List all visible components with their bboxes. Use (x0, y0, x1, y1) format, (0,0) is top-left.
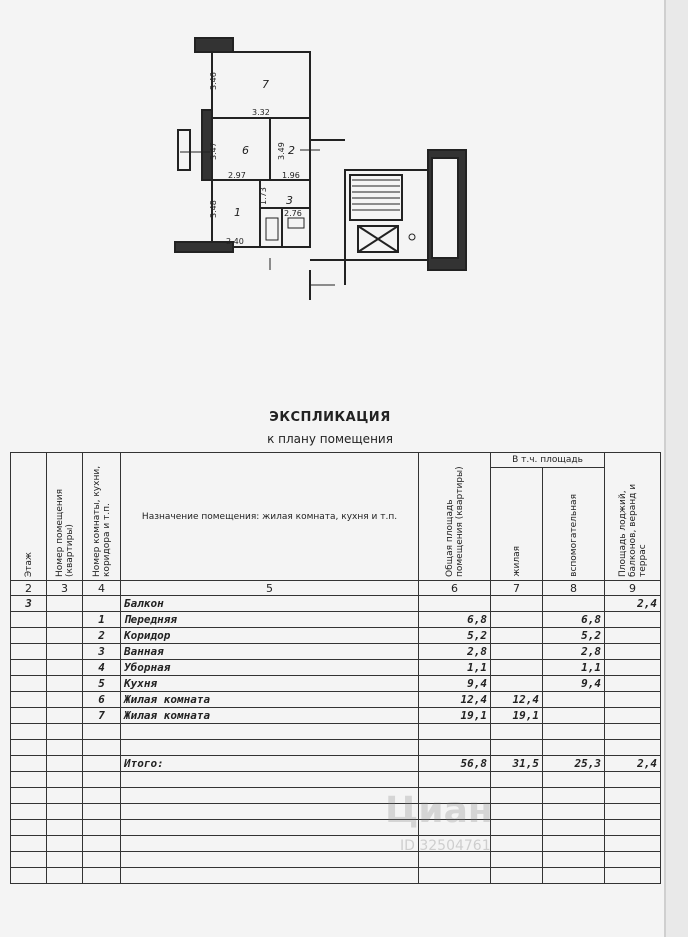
cell-empty (491, 820, 543, 836)
room-number: 2 (288, 144, 295, 157)
cell-empty (605, 772, 661, 788)
cell-empty (543, 820, 605, 836)
cell-loggia (605, 708, 661, 724)
total-aux: 25,3 (543, 756, 605, 772)
plan-dimension: 3.47 (209, 142, 218, 160)
cell-total: 19,1 (419, 708, 491, 724)
cell-empty (543, 772, 605, 788)
header-room: Номер комнаты, кухни, коридора и т.п. (83, 453, 121, 581)
plan-dimension: 2.40 (226, 237, 244, 246)
cell-apt (47, 596, 83, 612)
cell-empty (83, 724, 121, 740)
cell-apt (47, 692, 83, 708)
column-number: 4 (83, 581, 121, 596)
cell-floor (11, 612, 47, 628)
cell-aux (543, 596, 605, 612)
table-row (11, 628, 661, 644)
cell-total: 12,4 (419, 692, 491, 708)
cell-room (83, 596, 121, 612)
cell-aux (543, 692, 605, 708)
cell-aux: 2,8 (543, 644, 605, 660)
plan-dimension: 3.46 (209, 72, 218, 90)
cell-living (491, 660, 543, 676)
empty-row (11, 788, 661, 804)
cell-empty (543, 836, 605, 852)
cell-total: 5,2 (419, 628, 491, 644)
cell-empty (11, 804, 47, 820)
cell-empty (83, 820, 121, 836)
room-number: 1 (234, 206, 241, 219)
header-aux: вспомогательная (543, 468, 605, 581)
cell-purpose: Передняя (121, 612, 419, 628)
empty-row (11, 740, 661, 756)
cell-living (491, 644, 543, 660)
cell-empty (419, 868, 491, 884)
cell-empty (47, 852, 83, 868)
cell-loggia (605, 612, 661, 628)
cell-empty (543, 804, 605, 820)
cell-living (491, 628, 543, 644)
cell-living (491, 596, 543, 612)
cell-total: 1,1 (419, 660, 491, 676)
empty-row (11, 804, 661, 820)
column-number: 5 (121, 581, 419, 596)
cell-empty (83, 740, 121, 756)
table-row (11, 596, 661, 612)
header-incl: В т.ч. площадь (491, 453, 605, 468)
cell-floor: 3 (11, 596, 47, 612)
cell-empty (47, 772, 83, 788)
cell-aux: 9,4 (543, 676, 605, 692)
cell-empty (83, 804, 121, 820)
cell-living (491, 612, 543, 628)
plan-dimension: 3.49 (277, 142, 286, 160)
cell-empty (605, 788, 661, 804)
column-number: 9 (605, 581, 661, 596)
plan-dimension: 3.32 (252, 108, 270, 117)
cell-purpose: Жилая комната (121, 708, 419, 724)
empty-row (11, 820, 661, 836)
cell-empty (11, 724, 47, 740)
plan-dimension: 2.97 (228, 171, 246, 180)
cell-aux: 5,2 (543, 628, 605, 644)
cell-empty (491, 804, 543, 820)
cell-empty (121, 852, 419, 868)
cell-empty (83, 788, 121, 804)
cell-room (83, 756, 121, 772)
cell-empty (83, 868, 121, 884)
cell-loggia: 2,4 (605, 596, 661, 612)
cell-room: 5 (83, 676, 121, 692)
cell-total: 6,8 (419, 612, 491, 628)
cell-empty (419, 772, 491, 788)
cell-empty (543, 868, 605, 884)
cell-empty (121, 868, 419, 884)
column-number: 6 (419, 581, 491, 596)
cell-empty (543, 724, 605, 740)
table-row (11, 612, 661, 628)
cell-apt (47, 676, 83, 692)
cell-room: 1 (83, 612, 121, 628)
cell-floor (11, 628, 47, 644)
cell-purpose: Коридор (121, 628, 419, 644)
cell-floor (11, 708, 47, 724)
room-number: 3 (286, 194, 293, 207)
cell-empty (605, 724, 661, 740)
plan-dimension: 3.48 (209, 200, 218, 218)
cell-apt (47, 708, 83, 724)
cell-empty (491, 772, 543, 788)
cell-apt (47, 628, 83, 644)
plan-dimension: 1.73 (259, 187, 268, 205)
empty-row (11, 868, 661, 884)
total-living: 31,5 (491, 756, 543, 772)
cell-empty (47, 868, 83, 884)
column-number-row (11, 581, 661, 596)
cell-apt (47, 644, 83, 660)
document-title: ЭКСПЛИКАЦИЯ (269, 410, 391, 425)
cell-empty (543, 740, 605, 756)
document-subtitle: к плану помещения (267, 432, 393, 446)
cell-empty (491, 836, 543, 852)
header-living: жилая (491, 468, 543, 581)
cell-empty (605, 740, 661, 756)
room-number: 7 (262, 78, 269, 91)
cell-empty (491, 868, 543, 884)
cell-empty (491, 852, 543, 868)
table-row (11, 692, 661, 708)
cian-watermark: Циан (385, 790, 493, 831)
cell-floor (11, 660, 47, 676)
cell-loggia (605, 628, 661, 644)
cell-empty (47, 740, 83, 756)
floor-plan (170, 30, 470, 305)
table-row (11, 660, 661, 676)
cell-empty (419, 740, 491, 756)
cell-room: 4 (83, 660, 121, 676)
cell-purpose: Уборная (121, 660, 419, 676)
cell-empty (605, 820, 661, 836)
cell-empty (47, 788, 83, 804)
header-purpose: Назначение помещения: жилая комната, кухня и т.п. (121, 453, 419, 581)
cian-watermark-id: ID 32504761 (400, 838, 491, 854)
cell-total (419, 596, 491, 612)
cell-empty (543, 852, 605, 868)
cell-empty (83, 772, 121, 788)
cell-empty (83, 836, 121, 852)
table-row (11, 708, 661, 724)
header-apt: Номер помещения (квартиры) (47, 453, 83, 581)
cell-empty (605, 804, 661, 820)
empty-row (11, 772, 661, 788)
cell-empty (11, 868, 47, 884)
cell-empty (605, 868, 661, 884)
table-row (11, 644, 661, 660)
cell-empty (491, 740, 543, 756)
header-loggia: Площадь лоджий, балконов, веранд и террас (605, 453, 661, 581)
cell-floor (11, 676, 47, 692)
cell-loggia (605, 660, 661, 676)
cell-empty (11, 852, 47, 868)
cell-total: 9,4 (419, 676, 491, 692)
cell-empty (11, 836, 47, 852)
cell-purpose: Балкон (121, 596, 419, 612)
cell-empty (121, 820, 419, 836)
cell-loggia (605, 676, 661, 692)
cell-empty (419, 724, 491, 740)
cell-empty (121, 740, 419, 756)
cell-empty (121, 836, 419, 852)
cell-total: 2,8 (419, 644, 491, 660)
cell-living (491, 676, 543, 692)
cell-purpose: Кухня (121, 676, 419, 692)
cell-purpose: Жилая комната (121, 692, 419, 708)
cell-room: 7 (83, 708, 121, 724)
cell-apt (47, 756, 83, 772)
total-row (11, 756, 661, 772)
cell-empty (47, 804, 83, 820)
header-total: Общая площадь помещения (квартиры) (419, 453, 491, 581)
cell-living: 19,1 (491, 708, 543, 724)
cell-empty (11, 740, 47, 756)
room-number: 6 (242, 144, 249, 157)
cell-room: 6 (83, 692, 121, 708)
cell-empty (543, 788, 605, 804)
column-number: 7 (491, 581, 543, 596)
cell-empty (11, 820, 47, 836)
cell-empty (121, 804, 419, 820)
cell-empty (83, 852, 121, 868)
total-label: Итого: (121, 756, 419, 772)
column-number: 8 (543, 581, 605, 596)
cell-aux: 6,8 (543, 612, 605, 628)
cell-loggia (605, 644, 661, 660)
cell-room: 2 (83, 628, 121, 644)
cell-empty (11, 772, 47, 788)
empty-row (11, 852, 661, 868)
cell-empty (47, 836, 83, 852)
cell-empty (11, 788, 47, 804)
cell-empty (605, 836, 661, 852)
cell-purpose: Ванная (121, 644, 419, 660)
column-number: 3 (47, 581, 83, 596)
cell-floor (11, 756, 47, 772)
plan-dimension: 1.96 (282, 171, 300, 180)
table-header-row (11, 453, 661, 468)
cell-empty (121, 788, 419, 804)
cell-apt (47, 660, 83, 676)
plan-dimension: 2.76 (284, 209, 302, 218)
cell-empty (491, 788, 543, 804)
cell-loggia (605, 692, 661, 708)
empty-row (11, 724, 661, 740)
explication-table-wrap (10, 452, 660, 884)
total-total: 56,8 (419, 756, 491, 772)
cell-empty (491, 724, 543, 740)
empty-row (11, 836, 661, 852)
cell-empty (47, 724, 83, 740)
cell-floor (11, 692, 47, 708)
cell-empty (605, 852, 661, 868)
column-number: 2 (11, 581, 47, 596)
total-loggia: 2,4 (605, 756, 661, 772)
cell-empty (47, 820, 83, 836)
cell-living: 12,4 (491, 692, 543, 708)
table-row (11, 676, 661, 692)
cell-empty (121, 724, 419, 740)
cell-room: 3 (83, 644, 121, 660)
explication-table (10, 452, 661, 884)
cell-aux: 1,1 (543, 660, 605, 676)
cell-floor (11, 644, 47, 660)
cell-empty (121, 772, 419, 788)
cell-apt (47, 612, 83, 628)
cell-aux (543, 708, 605, 724)
header-floor: Этаж (11, 453, 47, 581)
